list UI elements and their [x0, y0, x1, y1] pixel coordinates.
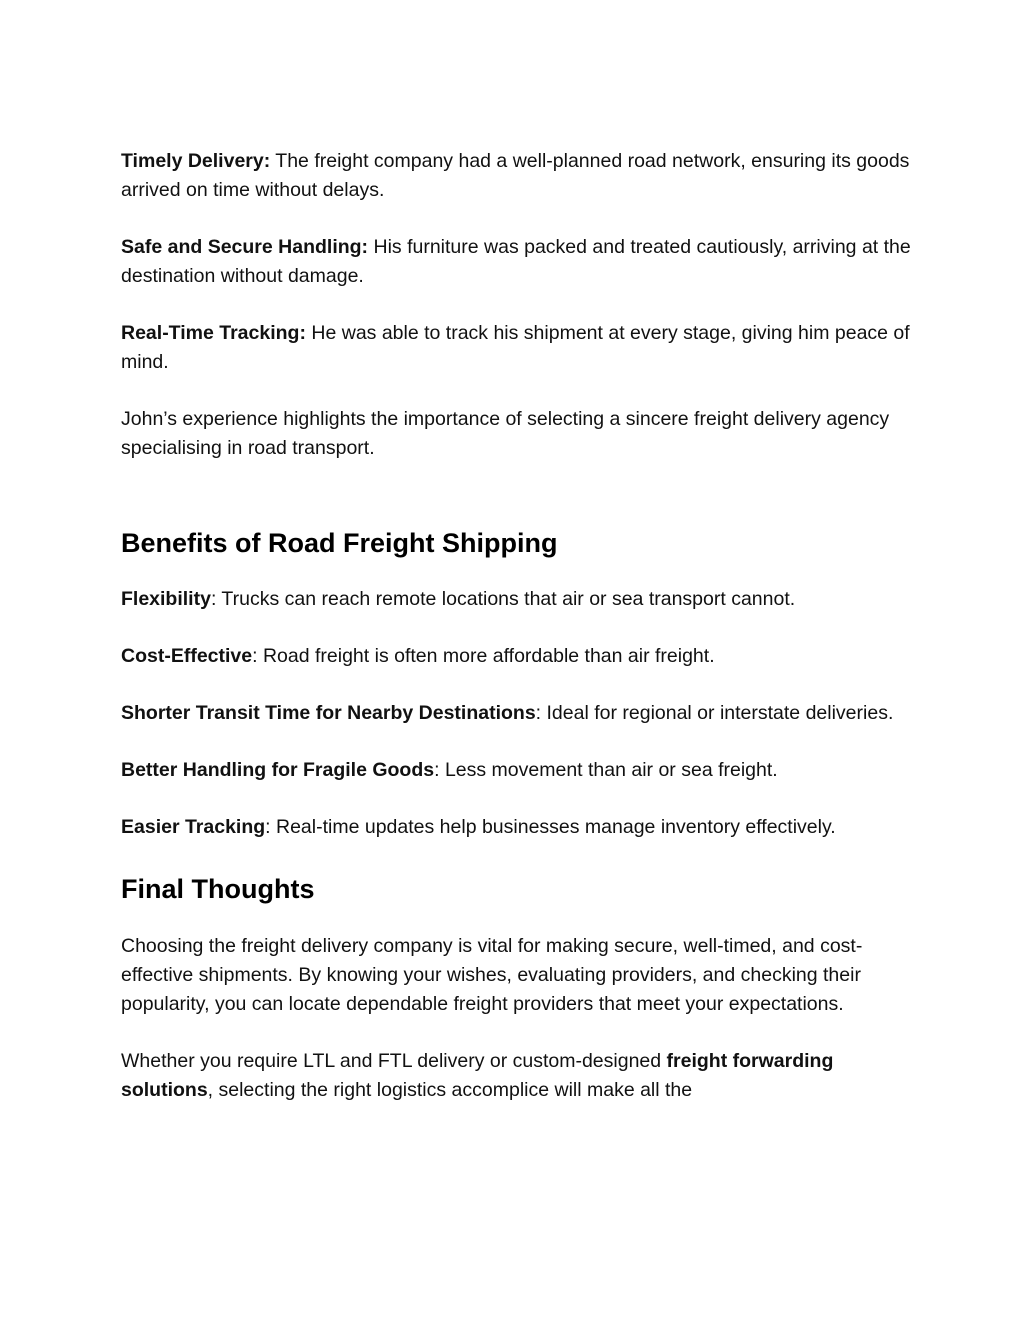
- point-text: His furniture was packed and treated cautiously, arriving at the destination without damage.: [121, 236, 911, 287]
- benefit-text: : Ideal for regional or interstate deliveries.: [535, 702, 894, 724]
- final-paragraph-1: Choosing the freight delivery company is vital for making secure, well-timed, and cost-effective shipments. By knowing your wishes, evaluating providers, and checking their popularity, you can locate dependable freight providers that meet your expectations.: [121, 935, 863, 1015]
- benefits-heading: [121, 526, 911, 560]
- heading-text: Benefits of Road Freight Shipping: [121, 528, 558, 558]
- final-thoughts-heading: [121, 872, 911, 906]
- heading-text: Final Thoughts: [121, 874, 315, 904]
- point-text: The freight company had a well-planned road network, ensuring its goods arrived on time without delays.: [121, 150, 910, 201]
- benefit-label: Better Handling for Fragile Goods: [121, 759, 435, 781]
- benefit-cost-effective: [121, 642, 911, 671]
- benefit-label: Easier Tracking: [121, 816, 266, 838]
- benefit-fragile-goods: [121, 756, 911, 785]
- point-real-time-tracking: [121, 319, 911, 377]
- summary-paragraph: John’s experience highlights the importance of selecting a sincere freight delivery agency specialising in road transport.: [121, 408, 890, 459]
- point-timely-delivery: [121, 147, 911, 205]
- point-label: Safe and Secure Handling:: [121, 236, 369, 258]
- para-bold-phrase: freight forwarding solutions: [121, 1050, 834, 1101]
- benefit-label: Flexibility: [121, 588, 211, 610]
- point-text: He was able to track his shipment at every stage, giving him peace of mind.: [121, 322, 910, 373]
- benefit-easier-tracking: [121, 813, 911, 842]
- document-page: [121, 147, 911, 1105]
- benefit-text: : Road freight is often more affordable than air freight.: [252, 645, 715, 667]
- benefit-label: Shorter Transit Time for Nearby Destinations: [121, 702, 536, 724]
- point-safe-handling: [121, 233, 911, 291]
- benefit-flexibility: [121, 585, 911, 614]
- benefit-shorter-transit: [121, 699, 911, 728]
- point-label: Timely Delivery:: [121, 150, 271, 172]
- final-paragraph-2: [121, 1047, 911, 1105]
- benefit-text: : Real-time updates help businesses manage inventory effectively.: [265, 816, 836, 838]
- para-text-end: , selecting the right logistics accomplice will make all the: [207, 1079, 693, 1101]
- point-label: Real-Time Tracking:: [121, 322, 306, 344]
- benefit-text: : Less movement than air or sea freight.: [434, 759, 778, 781]
- benefit-label: Cost-Effective: [121, 645, 253, 667]
- para-text-start: Whether you require LTL and FTL delivery or custom-designed: [121, 1050, 667, 1072]
- benefit-text: : Trucks can reach remote locations that air or sea transport cannot.: [210, 588, 796, 610]
